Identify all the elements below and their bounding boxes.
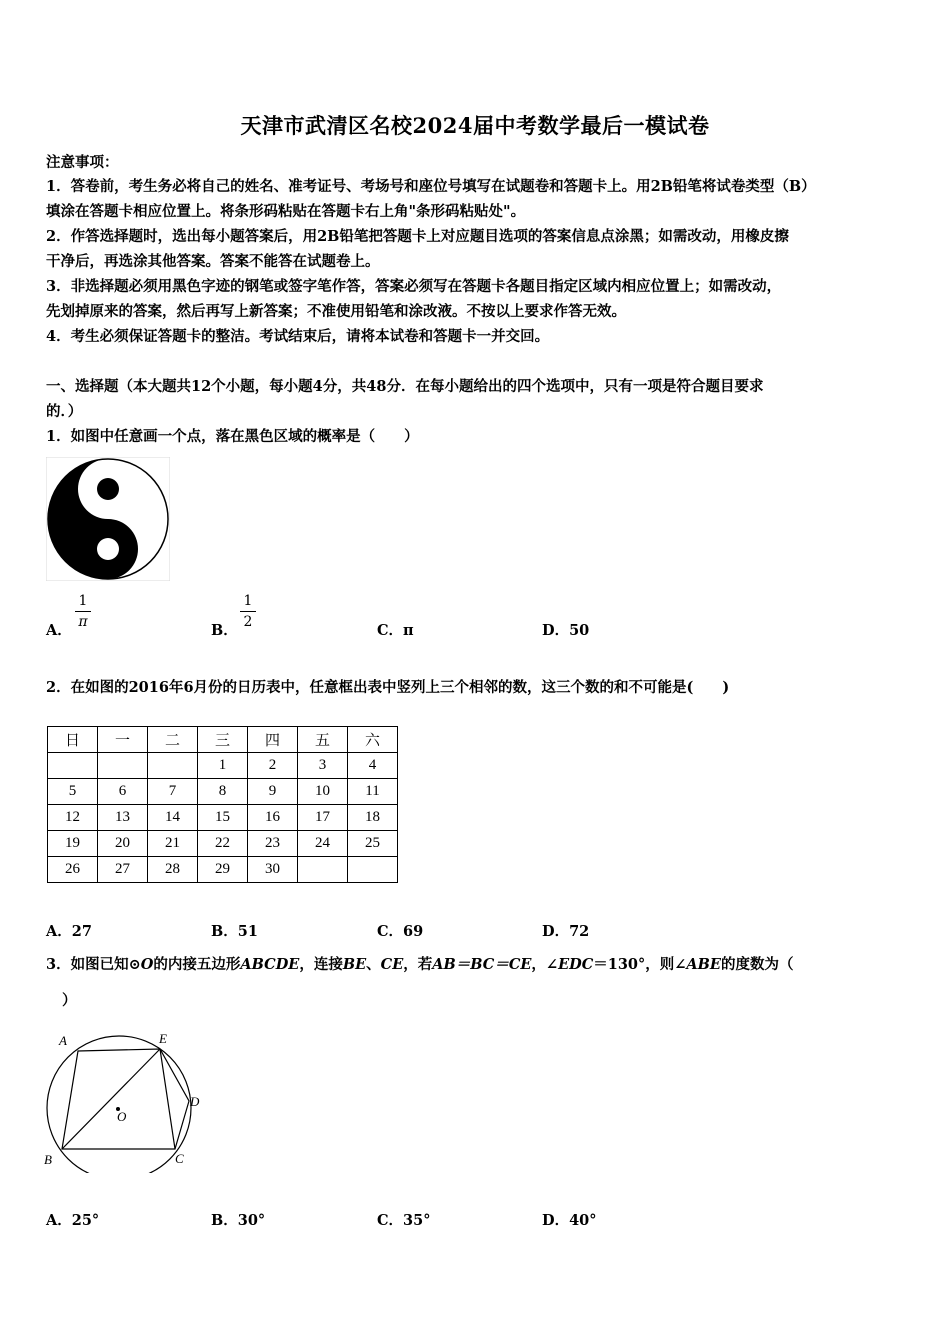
calendar-cell: 21 bbox=[148, 831, 198, 857]
q3-option-b: B．30° bbox=[211, 1212, 266, 1229]
calendar-cell: 1 bbox=[198, 753, 248, 779]
label-O: O bbox=[117, 1109, 127, 1124]
q1-stem: 1．如图中任意画一个点，落在黑色区域的概率是（ ） bbox=[46, 428, 419, 445]
calendar-cell bbox=[48, 753, 98, 779]
calendar-header-cell: 六 bbox=[348, 727, 398, 753]
section-heading-cont: 的．） bbox=[46, 403, 83, 420]
yin-yang-figure bbox=[46, 457, 170, 581]
calendar-cell bbox=[348, 857, 398, 883]
calendar-row bbox=[48, 753, 398, 779]
calendar-cell bbox=[298, 857, 348, 883]
calendar-row bbox=[48, 779, 398, 805]
calendar-cell: 2 bbox=[248, 753, 298, 779]
q3-option-c: C．35° bbox=[377, 1212, 431, 1229]
notice-line: 干净后，再选涂其他答案。答案不能答在试题卷上。 bbox=[46, 253, 380, 270]
calendar-cell: 24 bbox=[298, 831, 348, 857]
calendar-cell: 26 bbox=[48, 857, 98, 883]
calendar-header-row bbox=[48, 727, 398, 753]
notice-line: 填涂在答题卡相应位置上。将条形码粘贴在答题卡右上角"条形码粘贴处"。 bbox=[46, 203, 526, 220]
label-A: A bbox=[59, 1033, 67, 1048]
label-B: B bbox=[44, 1152, 52, 1167]
calendar-cell: 22 bbox=[198, 831, 248, 857]
notice-line: 2．作答选择题时，选出每小题答案后，用2B铅笔把答题卡上对应题目选项的答案信息点涂黑；如需改动，用橡皮擦 bbox=[46, 228, 789, 245]
calendar-cell bbox=[98, 753, 148, 779]
q3-stem-close: ） bbox=[62, 992, 77, 1009]
q1-option-c: C．π bbox=[377, 622, 414, 639]
calendar-row bbox=[48, 857, 398, 883]
calendar-cell: 23 bbox=[248, 831, 298, 857]
q2-option-a: A．27 bbox=[46, 923, 92, 940]
q3-option-a: A．25° bbox=[46, 1212, 100, 1229]
q2-option-b: B．51 bbox=[211, 923, 258, 940]
pentagon-circle-figure bbox=[40, 1028, 210, 1173]
q1-option-b-fraction bbox=[240, 593, 256, 630]
calendar-cell: 19 bbox=[48, 831, 98, 857]
calendar-cell: 18 bbox=[348, 805, 398, 831]
calendar-header-cell: 五 bbox=[298, 727, 348, 753]
fraction-denominator: 2 bbox=[243, 614, 253, 630]
calendar-cell: 10 bbox=[298, 779, 348, 805]
notice-line: 先划掉原来的答案，然后再写上新答案；不准使用铅笔和涂改液。不按以上要求作答无效。 bbox=[46, 303, 626, 320]
calendar-cell: 13 bbox=[98, 805, 148, 831]
fraction-denominator: π bbox=[78, 614, 88, 630]
fraction-numerator: 1 bbox=[243, 593, 253, 609]
q2-option-c: C．69 bbox=[377, 923, 424, 940]
calendar-cell bbox=[148, 753, 198, 779]
calendar-cell: 11 bbox=[348, 779, 398, 805]
calendar-cell: 28 bbox=[148, 857, 198, 883]
q2-stem: 2．在如图的2016年6月份的日历表中，任意框出表中竖列上三个相邻的数，这三个数的和不可能是( ) bbox=[46, 679, 730, 696]
calendar-header-cell: 四 bbox=[248, 727, 298, 753]
q1-option-d: D．50 bbox=[542, 622, 590, 639]
calendar-row bbox=[48, 831, 398, 857]
q1-option-a-label: A． bbox=[46, 622, 72, 639]
calendar-cell: 27 bbox=[98, 857, 148, 883]
calendar-cell: 5 bbox=[48, 779, 98, 805]
calendar-cell: 30 bbox=[248, 857, 298, 883]
calendar-cell: 16 bbox=[248, 805, 298, 831]
q2-option-d: D．72 bbox=[542, 923, 590, 940]
q3-option-d: D．40° bbox=[542, 1212, 597, 1229]
q3-stem: 3．如图已知⊙O的内接五边形ABCDE，连接BE、CE，若AB＝BC＝CE，∠EDC＝130°，则∠ABE的度数为（ bbox=[46, 956, 794, 973]
calendar-cell: 14 bbox=[148, 805, 198, 831]
notice-line: 4．考生必须保证答题卡的整洁。考试结束后，请将本试卷和答题卡一并交回。 bbox=[46, 328, 550, 345]
calendar-cell: 4 bbox=[348, 753, 398, 779]
calendar-header-cell: 二 bbox=[148, 727, 198, 753]
calendar-cell: 29 bbox=[198, 857, 248, 883]
notice-line: 3．非选择题必须用黑色字迹的钢笔或签字笔作答，答案必须写在答题卡各题目指定区域内相应位置上；如需改动， bbox=[46, 278, 782, 295]
label-C: C bbox=[175, 1151, 184, 1166]
calendar-cell: 6 bbox=[98, 779, 148, 805]
notice-line: 1．答卷前，考生务必将自己的姓名、准考证号、考场号和座位号填写在试题卷和答题卡上。用2B铅笔将试卷类型（B） bbox=[46, 178, 816, 195]
calendar-cell: 8 bbox=[198, 779, 248, 805]
calendar-cell: 17 bbox=[298, 805, 348, 831]
page-title: 天津市武清区名校2024届中考数学最后一模试卷 bbox=[240, 113, 710, 138]
q1-option-b-label: B． bbox=[211, 622, 238, 639]
notice-heading: 注意事项： bbox=[46, 154, 119, 171]
calendar-cell: 15 bbox=[198, 805, 248, 831]
calendar-cell: 20 bbox=[98, 831, 148, 857]
label-D: D bbox=[190, 1094, 200, 1109]
q1-option-a-fraction bbox=[75, 593, 91, 630]
label-E: E bbox=[159, 1031, 167, 1046]
calendar-header-cell: 三 bbox=[198, 727, 248, 753]
calendar-header-cell: 一 bbox=[98, 727, 148, 753]
section-heading: 一、选择题（本大题共12个小题，每小题4分，共48分．在每小题给出的四个选项中，只有一项是符合题目要求 bbox=[46, 378, 764, 395]
calendar-header-cell: 日 bbox=[48, 727, 98, 753]
calendar-cell: 7 bbox=[148, 779, 198, 805]
fraction-numerator: 1 bbox=[78, 593, 88, 609]
calendar-cell: 9 bbox=[248, 779, 298, 805]
calendar-row bbox=[48, 805, 398, 831]
calendar-cell: 25 bbox=[348, 831, 398, 857]
calendar-cell: 12 bbox=[48, 805, 98, 831]
calendar-table bbox=[47, 726, 398, 883]
calendar-cell: 3 bbox=[298, 753, 348, 779]
